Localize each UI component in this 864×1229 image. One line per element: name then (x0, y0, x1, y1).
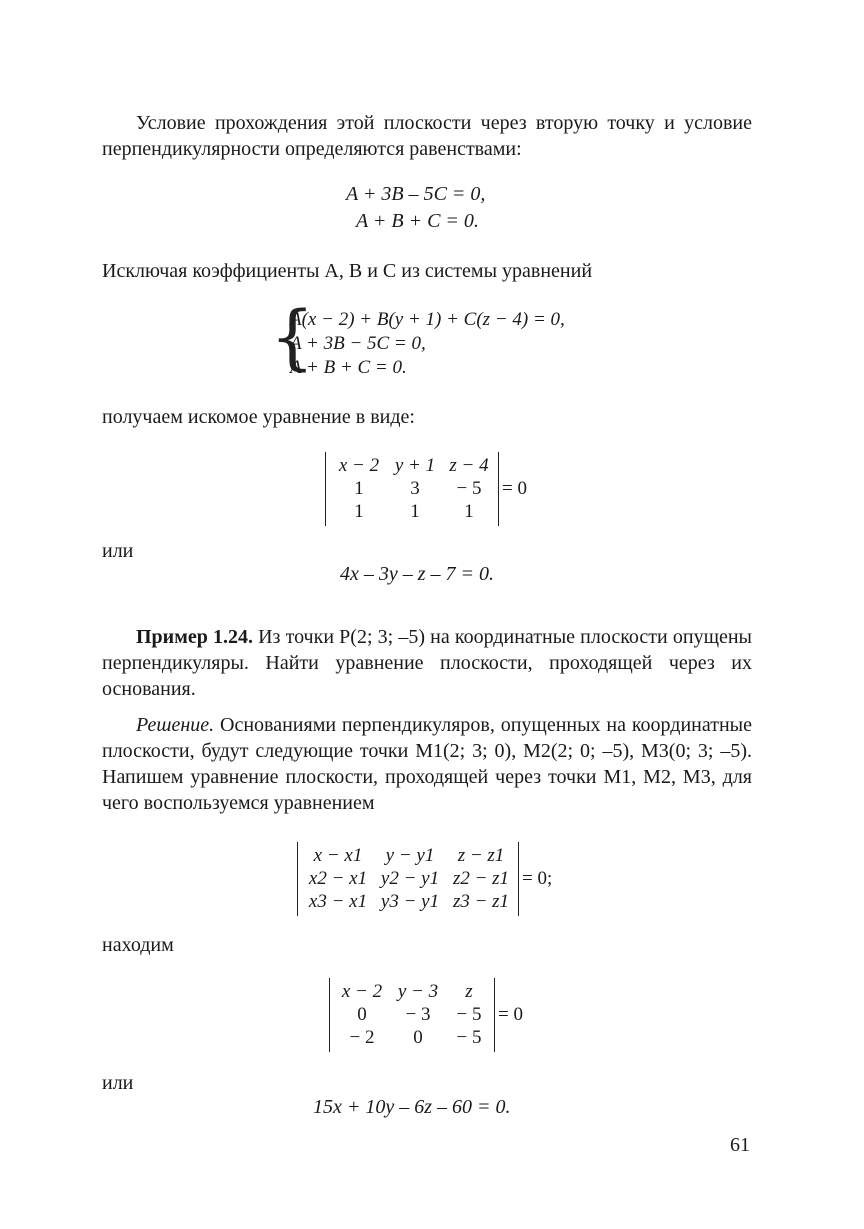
det2-cell: x3 − x1 (308, 891, 368, 912)
paragraph-text: Исключая коэффициенты A, B и C из системы уравнений (102, 260, 593, 282)
det1-cell: x − 2 (338, 455, 380, 476)
det1-cell: 1 (410, 501, 420, 522)
det3-cell: − 2 (349, 1027, 375, 1048)
det3-rhs: = 0 (498, 1004, 523, 1025)
det1-cell: − 5 (456, 478, 482, 499)
example-label: Пример 1.24. (136, 626, 253, 648)
det1-cell: 1 (354, 501, 364, 522)
equation-4: 15x + 10y – 6z – 60 = 0. (313, 1096, 511, 1118)
solution-label: Решение. (136, 714, 215, 736)
paragraph-result (102, 404, 752, 430)
det1-cell: 1 (464, 501, 474, 522)
det2-cell: z − z1 (457, 845, 505, 866)
det2-rhs: = 0; (522, 868, 553, 889)
system-line-2: A + 3B − 5C = 0, (290, 333, 426, 354)
det3-cell: z (465, 981, 473, 1002)
text-nahodim: находим (102, 934, 174, 956)
det2-cell: y3 − y1 (380, 891, 440, 912)
paragraph-excluding (102, 258, 752, 284)
det1-cell: z − 4 (449, 455, 489, 476)
det1-cell: 3 (410, 478, 420, 499)
system-line-1: A(x − 2) + B(y + 1) + C(z − 4) = 0, (290, 309, 565, 330)
system-line-3: A + B + C = 0. (290, 357, 407, 378)
text-ili-1: или (102, 540, 134, 562)
solution-text: Основаниями перпендикуляров, опущенных на координатные плоскости, будут следующие точки M1(2; 3; 0), M2(2; 0; –5), M3(0; 3; –5). Напишем уравнение плоскости, проходящей через точки M1, M2, M3, для чего воспользуемся уравнением (102, 714, 752, 814)
det3-cell: 0 (413, 1027, 423, 1048)
example-text: Из точки P(2; 3; –5) на координатные плоскости опущены перпендикуляры. Найти уравнение плоскости, проходящей через их основания. (102, 626, 752, 700)
equation-3: 4x – 3y – z – 7 = 0. (340, 563, 495, 585)
det1-rhs: = 0 (502, 478, 527, 499)
det2-cell: z2 − z1 (452, 868, 510, 889)
paragraph-condition (102, 110, 752, 162)
det3-cell: y − 3 (397, 981, 439, 1002)
equation-1: A + 3B – 5C = 0, (346, 183, 486, 205)
determinant-3 (329, 978, 495, 1052)
det2-cell: y − y1 (385, 845, 435, 866)
det1-cell: y + 1 (394, 455, 436, 476)
det2-cell: z3 − z1 (452, 891, 510, 912)
det1-cell: 1 (354, 478, 364, 499)
det2-cell: x − x1 (313, 845, 363, 866)
paragraph-text: получаем искомое уравнение в виде: (102, 406, 415, 428)
det3-cell: − 5 (456, 1027, 482, 1048)
determinant-1 (325, 452, 499, 526)
det2-cell: x2 − x1 (308, 868, 368, 889)
paragraph-text: Условие прохождения этой плоскости через вторую точку и условие перпендикулярности определяются равенствами: (102, 112, 752, 160)
det3-cell: − 5 (456, 1004, 482, 1025)
equation-2: A + B + C = 0. (356, 210, 479, 232)
paragraph-solution (102, 712, 752, 816)
paragraph-example (102, 624, 752, 702)
det2-cell: y2 − y1 (380, 868, 440, 889)
det3-cell: x − 2 (341, 981, 383, 1002)
page-number: 61 (730, 1134, 750, 1156)
text-ili-2: или (102, 1072, 134, 1094)
curly-brace: { (270, 296, 315, 378)
det3-cell: − 3 (405, 1004, 431, 1025)
determinant-2 (297, 842, 519, 916)
det3-cell: 0 (357, 1004, 367, 1025)
